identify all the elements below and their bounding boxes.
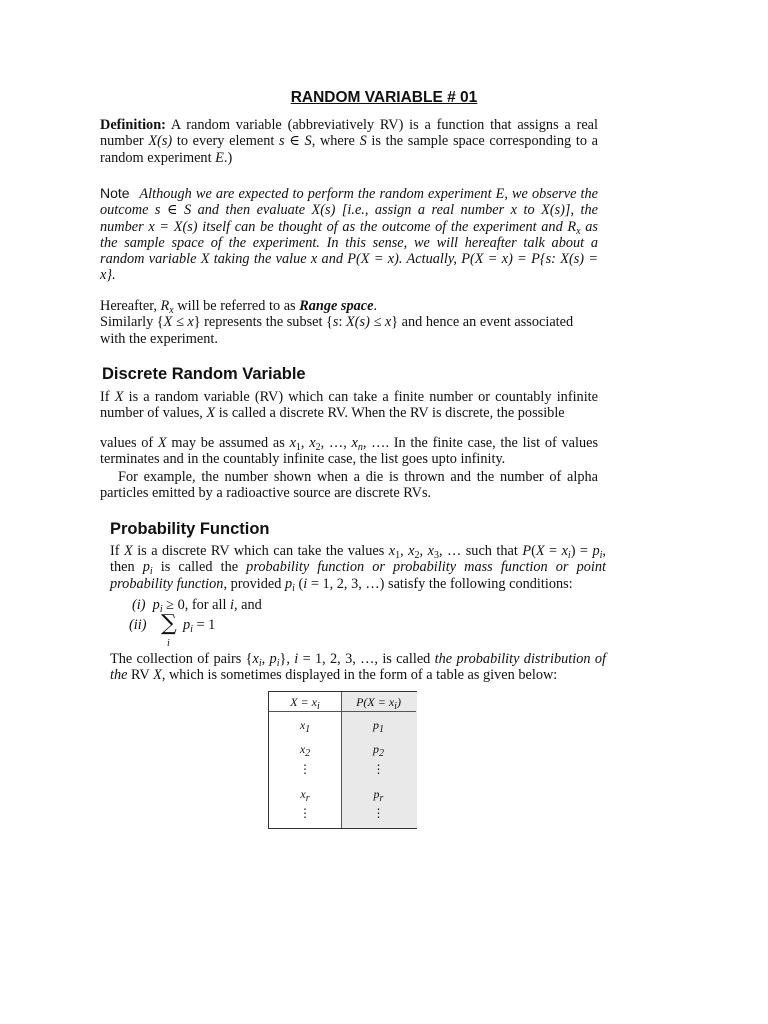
condition-text: ≥ 0, for all bbox=[162, 597, 230, 613]
range-text: . bbox=[373, 298, 378, 314]
definition-text: , where bbox=[311, 133, 360, 150]
discrete-heading: Discrete Random Variable bbox=[102, 365, 306, 383]
discrete-text: X bbox=[206, 405, 216, 422]
range-text: R bbox=[160, 298, 170, 314]
note-label: Note bbox=[100, 185, 130, 201]
table-header-p bbox=[341, 695, 416, 710]
range-text: } represents the subset { bbox=[193, 314, 333, 331]
prob-text: p bbox=[285, 575, 293, 592]
discrete-subscript: n bbox=[357, 442, 363, 453]
discrete-text: is called a discrete RV. When the RV is discrete, the possible bbox=[215, 405, 565, 422]
prob-text: i bbox=[303, 575, 308, 592]
range-space-term: Range space bbox=[299, 298, 374, 314]
range-space-paragraph bbox=[100, 298, 598, 347]
discrete-paragraph-2 bbox=[100, 435, 598, 468]
table-cell-x bbox=[269, 762, 341, 777]
header-text: X = x bbox=[290, 695, 317, 709]
prob-text: If bbox=[110, 543, 124, 559]
discrete-paragraph-3: For example, the number shown when a die is thrown and the number of alpha particles emitted by a radioactive source are discrete RVs. bbox=[100, 469, 598, 502]
header-text: ) bbox=[396, 695, 401, 709]
sum-expression bbox=[183, 617, 215, 634]
prob-subscript: i bbox=[567, 550, 571, 561]
distribution-table bbox=[268, 691, 417, 829]
prob-text: X bbox=[124, 543, 133, 559]
condition-subscript: i bbox=[190, 624, 193, 635]
page-title: RANDOM VARIABLE # 01 bbox=[290, 89, 478, 106]
discrete-text: , bbox=[300, 435, 310, 451]
prob-text: is called the bbox=[152, 559, 247, 576]
prob-text: = bbox=[544, 543, 562, 559]
condition-text: p bbox=[183, 617, 191, 633]
prob-text: x bbox=[408, 543, 415, 559]
prob-text: ) = bbox=[570, 543, 593, 559]
probability-heading: Probability Function bbox=[110, 520, 270, 538]
table-cell-x bbox=[269, 806, 341, 821]
condition-label: (i) bbox=[132, 597, 146, 613]
range-text: X(s) ≤ x bbox=[346, 314, 392, 331]
prob-text: x bbox=[388, 543, 396, 559]
prob-text: , provided bbox=[223, 575, 285, 592]
definition-text: X(s) bbox=[148, 133, 173, 150]
prob-text: is a discrete RV which can take the values bbox=[132, 543, 389, 559]
prob-text: i bbox=[294, 651, 299, 667]
range-text: : bbox=[338, 314, 347, 331]
sigma-index: i bbox=[167, 638, 170, 649]
discrete-text: x bbox=[289, 435, 296, 451]
discrete-text: x bbox=[309, 435, 316, 451]
discrete-text: x bbox=[351, 435, 358, 451]
cell-text: p bbox=[373, 787, 380, 801]
table-cell-p bbox=[341, 762, 416, 777]
prob-text: X bbox=[535, 543, 545, 559]
header-text: P(X = x bbox=[356, 695, 395, 709]
definition-text: to every element bbox=[172, 133, 280, 150]
definition-text: s ∈ S bbox=[279, 133, 312, 150]
prob-text: , bbox=[261, 651, 270, 667]
cell-text: p bbox=[373, 718, 379, 732]
discrete-text: values of bbox=[100, 435, 158, 451]
cell-subscript: 2 bbox=[379, 748, 384, 759]
prob-text: p bbox=[142, 559, 150, 576]
cell-subscript: 1 bbox=[379, 724, 384, 735]
cell-subscript: 1 bbox=[305, 724, 311, 735]
prob-text: x bbox=[252, 651, 259, 667]
range-text: Hereafter, bbox=[100, 298, 161, 314]
definition-paragraph bbox=[100, 117, 598, 166]
prob-text: , bbox=[419, 543, 428, 559]
prob-text: p bbox=[269, 651, 277, 667]
condition-label: (ii) bbox=[129, 617, 147, 633]
range-text: Similarly { bbox=[100, 314, 164, 331]
discrete-subscript: 1 bbox=[295, 442, 301, 453]
sigma-symbol: ∑ bbox=[161, 611, 177, 636]
prob-text: RV bbox=[127, 667, 154, 684]
table-header-x bbox=[269, 695, 341, 710]
discrete-text: X bbox=[157, 435, 167, 451]
prob-subscript: 2 bbox=[414, 550, 420, 561]
cell-text: ⋮ bbox=[299, 806, 311, 820]
prob-subscript: 1 bbox=[395, 550, 401, 561]
prob-text: the probability distribution of the bbox=[110, 651, 606, 684]
condition-text: p bbox=[152, 597, 160, 613]
table-cell-p bbox=[341, 742, 416, 757]
note-subscript: x bbox=[576, 225, 581, 237]
note-text: as the sample space of the experiment. In this sense, we will hereafter talk about a random variable X taking the value x and P(X = x). Actually, P(X = x) = P{s: X(s) = x}. bbox=[100, 218, 598, 284]
condition-1 bbox=[132, 597, 262, 614]
prob-text: p bbox=[592, 543, 600, 559]
prob-subscript: i bbox=[599, 550, 603, 561]
note-paragraph bbox=[100, 185, 598, 284]
prob-subscript: i bbox=[292, 582, 295, 594]
definition-text: A random variable (abbreviatively RV) is a function that assigns a real number bbox=[100, 117, 598, 150]
prob-text: = 1, 2, 3, …, is called bbox=[298, 651, 435, 667]
prob-text: x bbox=[561, 543, 568, 559]
condition-subscript: i bbox=[159, 604, 163, 615]
condition-text: = 1 bbox=[192, 617, 216, 633]
probability-paragraph-2 bbox=[110, 651, 606, 684]
header-subscript: i bbox=[316, 701, 320, 712]
discrete-subscript: 2 bbox=[315, 442, 321, 453]
cell-text: x bbox=[300, 787, 306, 801]
cell-subscript: 2 bbox=[305, 748, 311, 759]
cell-text: x bbox=[299, 742, 306, 756]
table-cell-p bbox=[341, 806, 416, 821]
header-subscript: i bbox=[394, 701, 397, 712]
table-cell-p bbox=[341, 718, 416, 733]
definition-label: Definition: bbox=[100, 117, 166, 133]
condition-2 bbox=[129, 611, 216, 649]
cell-text: ⋮ bbox=[372, 762, 385, 776]
prob-text: The collection of pairs { bbox=[110, 651, 253, 667]
cell-text: ⋮ bbox=[299, 762, 311, 776]
prob-subscript: i bbox=[276, 658, 280, 669]
definition-text: is the sample space corresponding to a random experiment bbox=[100, 133, 599, 166]
table-cell-p bbox=[341, 787, 416, 802]
prob-text: X bbox=[153, 667, 162, 684]
cell-subscript: r bbox=[305, 793, 310, 804]
prob-text: = 1, 2, 3, …) satisfy the following conditions: bbox=[307, 575, 573, 592]
prob-text: probability function or probability mass function or point probability function bbox=[110, 559, 606, 592]
probability-paragraph-1 bbox=[110, 543, 606, 592]
cell-subscript: r bbox=[379, 793, 384, 804]
range-text: will be referred to as bbox=[173, 298, 300, 314]
prob-text: P bbox=[522, 543, 532, 559]
prob-text: }, bbox=[279, 651, 295, 667]
prob-text: x bbox=[427, 543, 434, 559]
prob-text: , then bbox=[110, 543, 606, 576]
prob-text: , bbox=[400, 543, 409, 559]
range-subscript: x bbox=[169, 305, 174, 316]
cell-text: ⋮ bbox=[372, 806, 385, 820]
table-cell-x bbox=[269, 742, 341, 757]
definition-text: E bbox=[215, 149, 224, 166]
definition-text: .) bbox=[223, 149, 233, 166]
discrete-text: If bbox=[100, 389, 115, 405]
discrete-text: , …, bbox=[320, 435, 352, 451]
prob-text: ( bbox=[531, 543, 536, 559]
range-text: } and hence an event associated with the experiment. bbox=[100, 314, 574, 347]
cell-text: p bbox=[373, 742, 379, 756]
definition-text: S bbox=[359, 133, 367, 150]
discrete-text: , …. In the finite case, the list of values terminates and in the countably infinite case, the list goes upto infinity. bbox=[100, 435, 599, 468]
table-cell-x bbox=[269, 787, 341, 802]
discrete-text: may be assumed as bbox=[166, 435, 290, 451]
condition-text: i bbox=[230, 597, 234, 613]
table-cell-x bbox=[269, 718, 341, 733]
prob-text: , which is sometimes displayed in the form of a table as given below: bbox=[161, 667, 558, 684]
prob-subscript: i bbox=[258, 658, 262, 669]
prob-subscript: i bbox=[149, 566, 153, 578]
cell-text: x bbox=[299, 718, 306, 732]
note-text: Although we are expected to perform the random experiment E, we observe the outcome s ∈ S and then evaluate X(s) [i.e., assign a real number x to X(s)], the number x = X(s) itself can be thought of as the outcome of the experiment and R bbox=[100, 186, 598, 235]
discrete-text: X bbox=[114, 389, 124, 405]
discrete-paragraph-1 bbox=[100, 389, 598, 422]
discrete-text: is a random variable (RV) which can take a finite number or countably infinite number of values, bbox=[100, 389, 598, 422]
condition-text: , and bbox=[233, 597, 262, 613]
prob-subscript: 3 bbox=[433, 550, 439, 561]
prob-text: ( bbox=[294, 575, 304, 592]
prob-text: , … such that bbox=[438, 543, 523, 559]
range-text: X ≤ x bbox=[163, 314, 194, 331]
range-text: s bbox=[332, 314, 339, 331]
